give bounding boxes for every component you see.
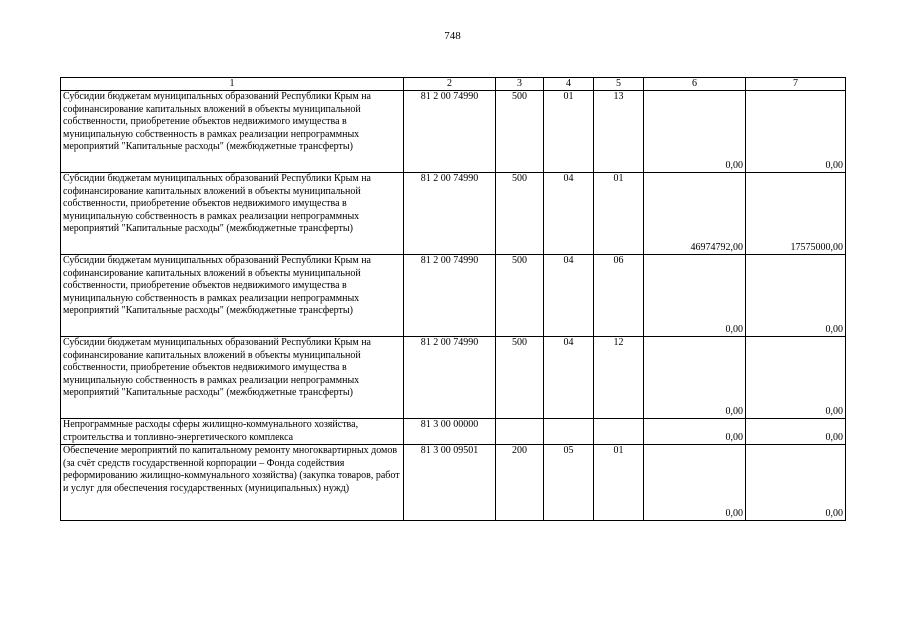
column-header: 2 — [404, 78, 496, 91]
row-expense-type: 500 — [496, 91, 544, 173]
table-header-row — [61, 78, 846, 91]
row-target-code: 81 3 00 00000 — [404, 419, 496, 445]
table-row — [61, 91, 846, 173]
row-amount-col7: 0,00 — [746, 419, 846, 445]
row-amount-col7: 0,00 — [746, 255, 846, 337]
column-header: 1 — [61, 78, 404, 91]
row-section: 05 — [544, 445, 594, 521]
page-number: 748 — [444, 30, 461, 42]
row-expense-type: 500 — [496, 337, 544, 419]
column-header: 7 — [746, 78, 846, 91]
row-subsection: 01 — [594, 445, 644, 521]
row-description: Субсидии бюджетам муниципальных образований Республики Крым на софинансирование капитальных вложений в объекты муниципальной собственности, приобретение объектов недвижимого имущества в муниципальную собственность в рамках реализации непрограммных мероприятий "Капитальные расходы" (межбюджетные трансферты) — [61, 91, 404, 173]
table-row — [61, 419, 846, 445]
row-target-code: 81 2 00 74990 — [404, 173, 496, 255]
column-header: 6 — [644, 78, 746, 91]
row-amount-col6: 0,00 — [644, 337, 746, 419]
row-target-code: 81 2 00 74990 — [404, 337, 496, 419]
column-header: 4 — [544, 78, 594, 91]
row-description: Субсидии бюджетам муниципальных образований Республики Крым на софинансирование капитальных вложений в объекты муниципальной собственности, приобретение объектов недвижимого имущества в муниципальную собственность в рамках реализации непрограммных мероприятий "Капитальные расходы" (межбюджетные трансферты) — [61, 337, 404, 419]
row-subsection: 01 — [594, 173, 644, 255]
row-amount-col6: 0,00 — [644, 445, 746, 521]
row-amount-col7: 0,00 — [746, 337, 846, 419]
table-row — [61, 255, 846, 337]
row-section — [544, 419, 594, 445]
column-header: 3 — [496, 78, 544, 91]
row-expense-type: 500 — [496, 173, 544, 255]
row-target-code: 81 2 00 74990 — [404, 91, 496, 173]
row-subsection: 06 — [594, 255, 644, 337]
table-row — [61, 445, 846, 521]
row-amount-col6: 0,00 — [644, 255, 746, 337]
row-section: 04 — [544, 255, 594, 337]
row-amount-col7: 17575000,00 — [746, 173, 846, 255]
row-subsection: 13 — [594, 91, 644, 173]
row-target-code: 81 2 00 74990 — [404, 255, 496, 337]
row-expense-type: 500 — [496, 255, 544, 337]
row-amount-col6: 0,00 — [644, 91, 746, 173]
column-header: 5 — [594, 78, 644, 91]
row-expense-type — [496, 419, 544, 445]
row-description: Субсидии бюджетам муниципальных образований Республики Крым на софинансирование капитальных вложений в объекты муниципальной собственности, приобретение объектов недвижимого имущества в муниципальную собственность в рамках реализации непрограммных мероприятий "Капитальные расходы" (межбюджетные трансферты) — [61, 173, 404, 255]
row-amount-col7: 0,00 — [746, 91, 846, 173]
table-row — [61, 337, 846, 419]
row-expense-type: 200 — [496, 445, 544, 521]
row-section: 01 — [544, 91, 594, 173]
table-row — [61, 173, 846, 255]
row-description: Обеспечение мероприятий по капитальному ремонту многоквартирных домов (за счёт средств государственной корпорации – Фонда содействия реформированию жилищно-коммунального хозяйства) (закупка товаров, работ и услуг для обеспечения государственных (муниципальных) нужд) — [61, 445, 404, 521]
row-amount-col6: 0,00 — [644, 419, 746, 445]
row-amount-col7: 0,00 — [746, 445, 846, 521]
row-description: Непрограммные расходы сферы жилищно-коммунального хозяйства, строительства и топливно-энергетического комплекса — [61, 419, 404, 445]
budget-table — [60, 77, 846, 521]
row-amount-col6: 46974792,00 — [644, 173, 746, 255]
row-description: Субсидии бюджетам муниципальных образований Республики Крым на софинансирование капитальных вложений в объекты муниципальной собственности, приобретение объектов недвижимого имущества в муниципальную собственность в рамках реализации непрограммных мероприятий "Капитальные расходы" (межбюджетные трансферты) — [61, 255, 404, 337]
row-section: 04 — [544, 173, 594, 255]
row-subsection: 12 — [594, 337, 644, 419]
row-subsection — [594, 419, 644, 445]
row-target-code: 81 3 00 09501 — [404, 445, 496, 521]
row-section: 04 — [544, 337, 594, 419]
